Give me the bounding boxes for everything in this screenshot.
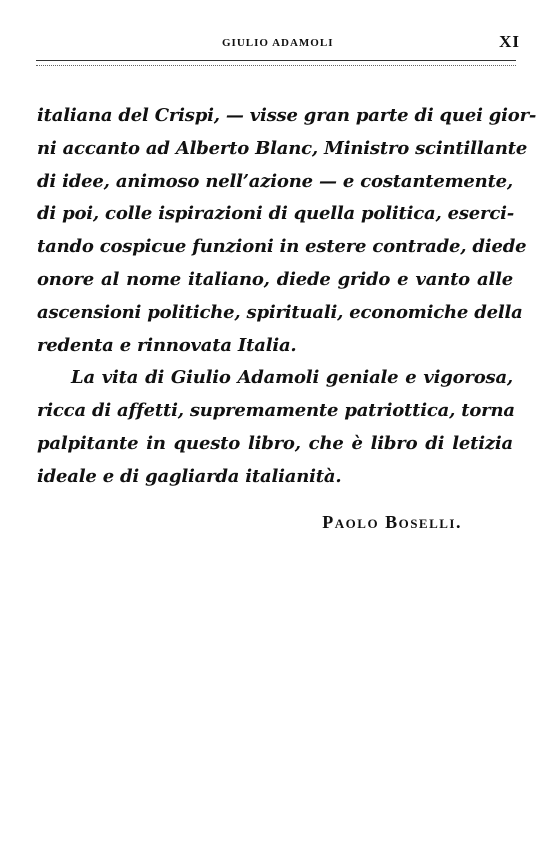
text-line: ideale e di gagliarda italianità. — [37, 465, 342, 487]
running-title: GIULIO ADAMOLI — [222, 37, 334, 49]
header-rule — [36, 60, 516, 61]
header-rule-secondary — [36, 65, 516, 66]
text-line: redenta e rinnovata Italia. — [37, 334, 297, 356]
paragraph — [37, 100, 537, 362]
text-line: di idee, animoso nell’azione — e costantemente, — [37, 170, 513, 192]
text-line: onore al nome italiano, diede grido e vanto alle — [37, 268, 513, 290]
text-line: ascensioni politiche, spirituali, economiche della — [37, 301, 523, 323]
text-line: italiana del Crispi, — visse gran parte di quei gior- — [37, 105, 537, 126]
author-signature: Paolo Boselli. — [322, 512, 462, 532]
text-line: ricca di affetti, supremamente patriottica, torna — [37, 400, 515, 422]
body-text — [37, 100, 537, 494]
text-line: di poi, colle ispirazioni di quella politica, eserci- — [37, 203, 514, 225]
page-number: XI — [499, 32, 520, 51]
text-line: tando cospicue funzioni in estere contrade, diede — [37, 236, 527, 258]
text-line: ni accanto ad Alberto Blanc, Ministro scintillante — [37, 137, 528, 159]
text-line: palpitante in questo libro, che è libro di letizia — [37, 432, 513, 454]
paragraph — [37, 362, 513, 493]
text-line: La vita di Giulio Adamoli geniale e vigorosa, — [71, 367, 513, 389]
